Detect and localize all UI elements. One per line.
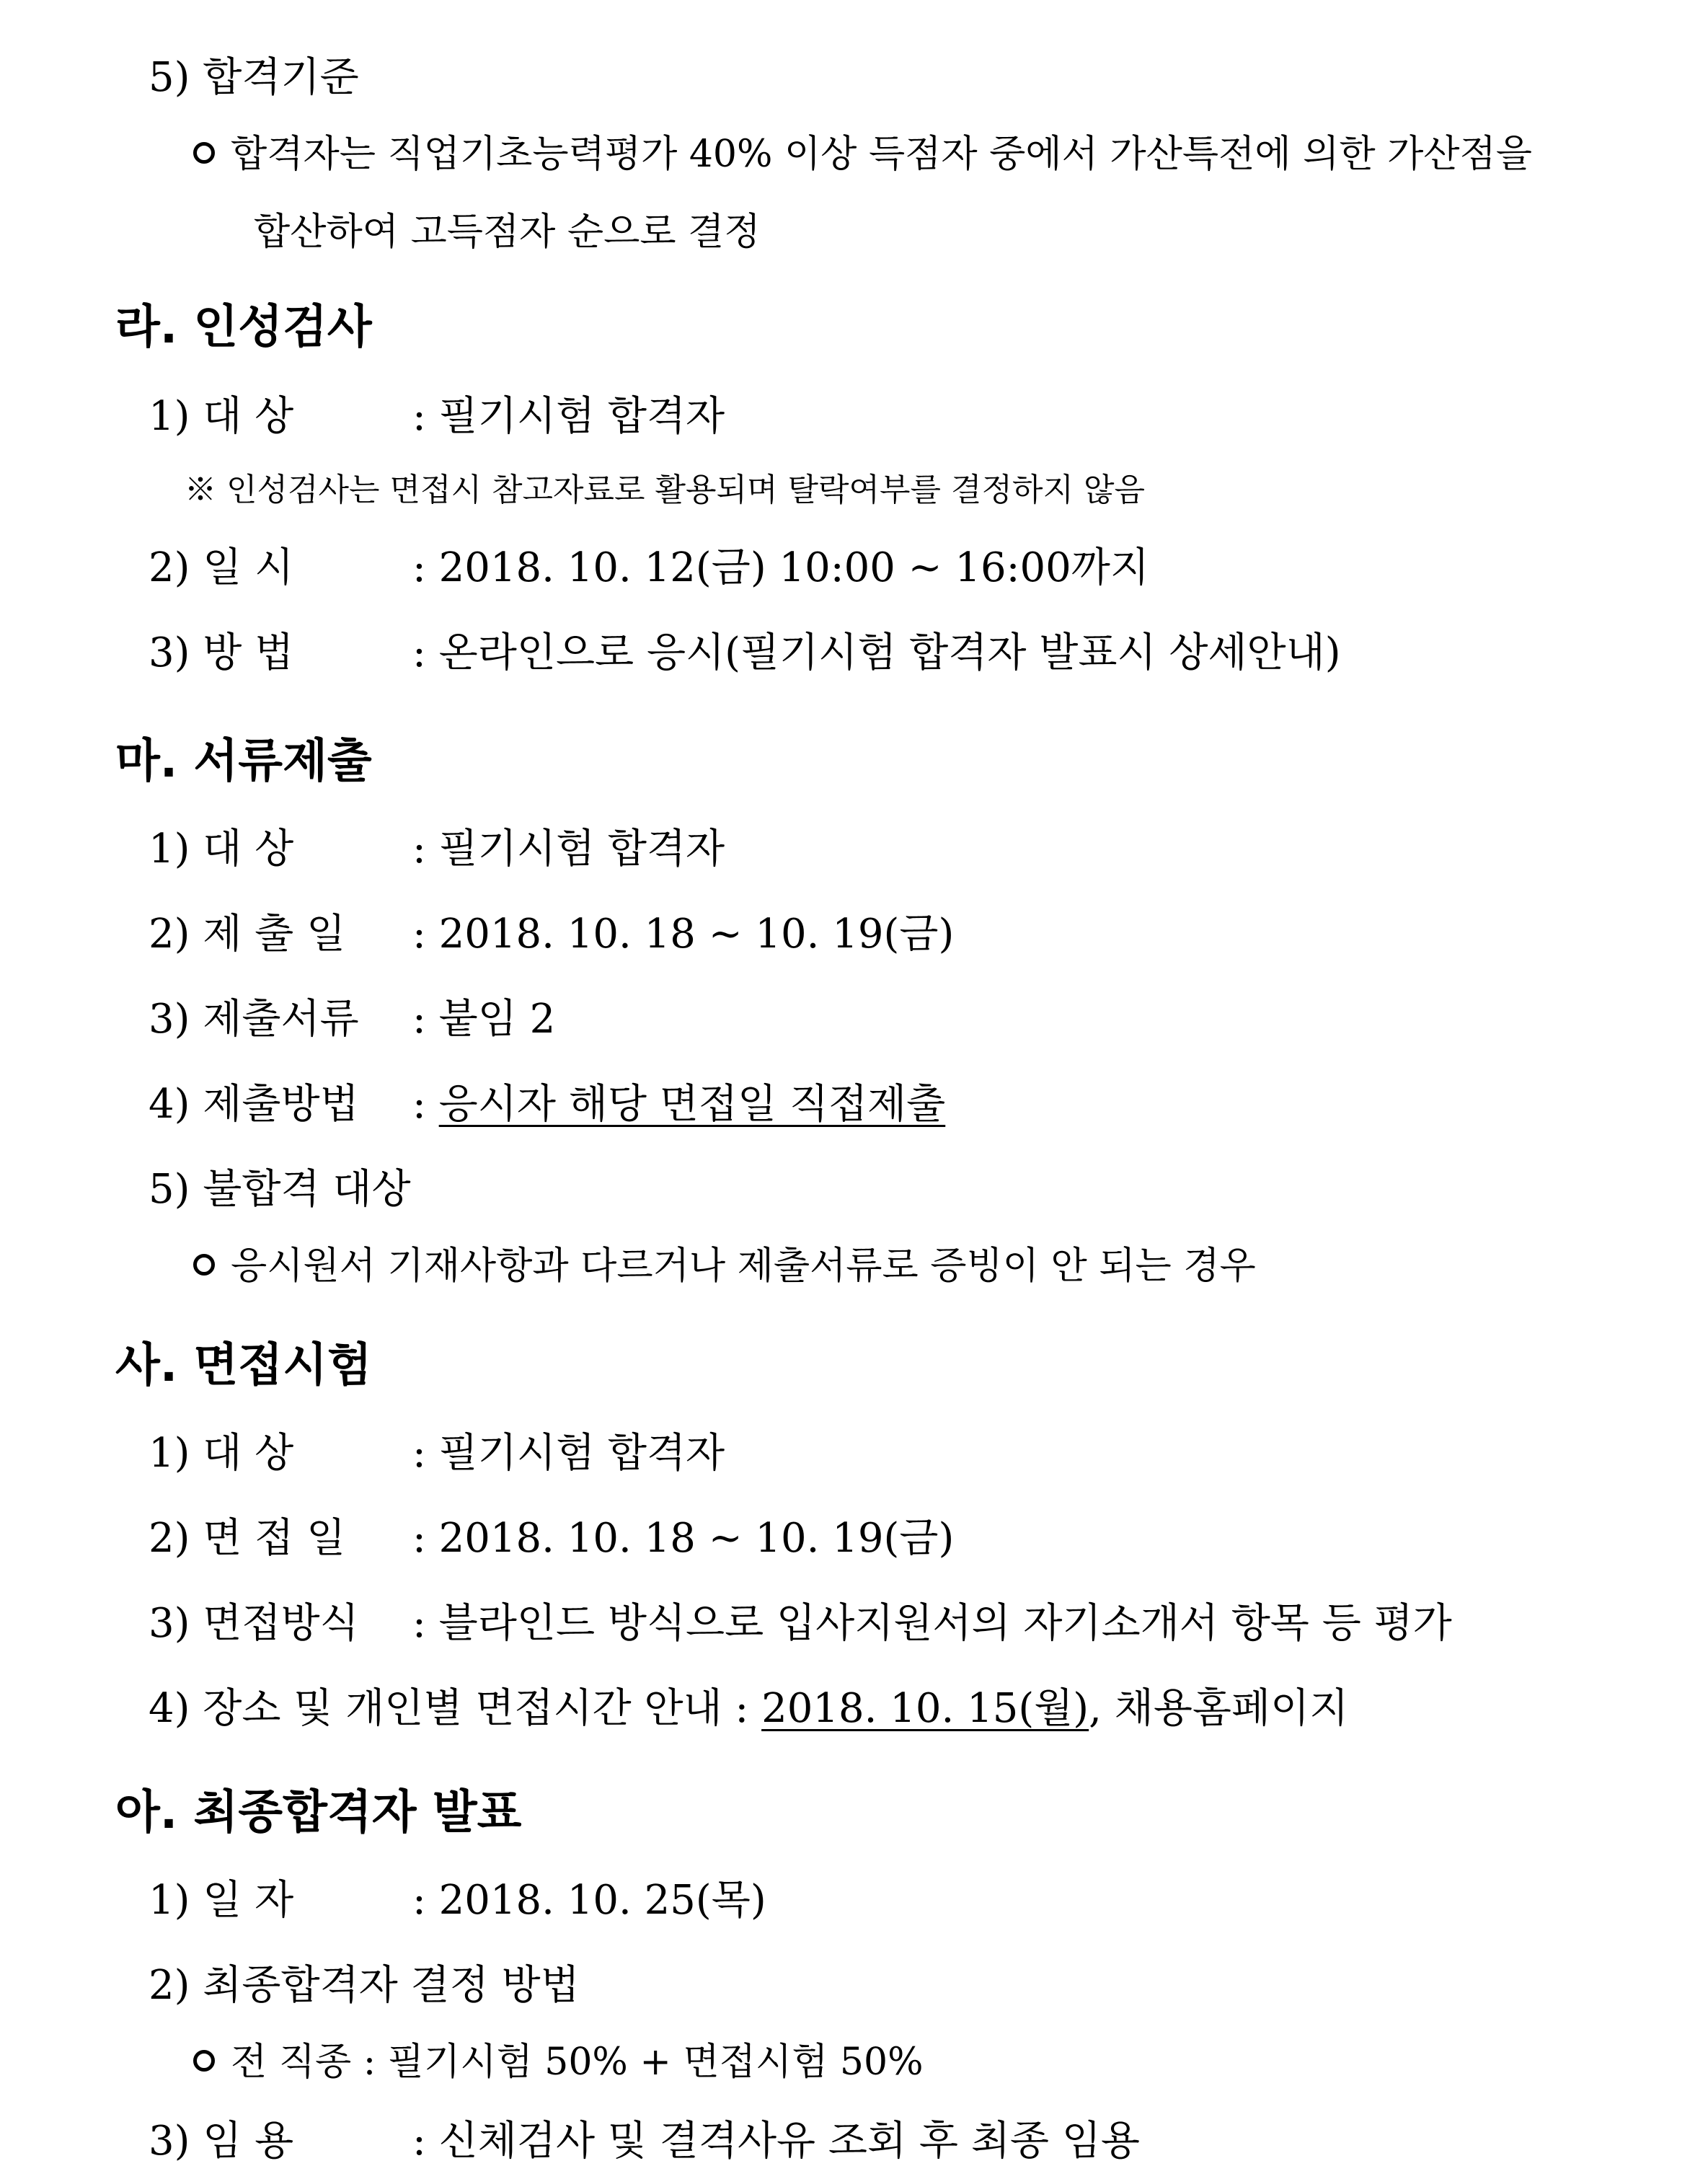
a-item-1-label: 1) 일 자 bbox=[149, 1877, 294, 1924]
ma-item-2 bbox=[149, 911, 955, 958]
ra-item-1-label: 1) 대 상 bbox=[149, 393, 294, 440]
ma-item-3-value: : 붙임 2 bbox=[412, 996, 556, 1043]
section-heading-interview: 사. 면접시험 bbox=[115, 1339, 372, 1392]
ma-item-5-bullet-text: 응시원서 기재사항과 다르거나 제출서류로 증빙이 안 되는 경우 bbox=[231, 1245, 1256, 1288]
sa-item-2-value: : 2018. 10. 18 ~ 10. 19(금) bbox=[412, 1515, 955, 1562]
sa-item-4 bbox=[149, 1685, 1349, 1732]
sa-item-2 bbox=[149, 1515, 955, 1562]
circle-bullet-icon bbox=[193, 1254, 215, 1276]
ma-item-2-value: : 2018. 10. 18 ~ 10. 19(금) bbox=[412, 911, 955, 958]
sa-item-2-label: 2) 면 접 일 bbox=[149, 1515, 346, 1562]
sa-item-4-date: 2018. 10. 15(월) bbox=[761, 1685, 1089, 1732]
ra-item-3-label: 3) 방 법 bbox=[149, 629, 294, 676]
pass-criteria-bullet bbox=[193, 133, 1533, 176]
sa-item-3-label: 3) 면접방식 bbox=[149, 1600, 359, 1647]
a-item-2-bullet bbox=[193, 2041, 924, 2084]
ma-item-4-value: 응시자 해당 면접일 직접제출 bbox=[438, 1081, 946, 1128]
ra-item-2-value: : 2018. 10. 12(금) 10:00 ~ 16:00까지 bbox=[412, 544, 1149, 591]
ma-item-3 bbox=[149, 996, 556, 1043]
sa-item-4-rest: , 채용홈페이지 bbox=[1089, 1685, 1349, 1732]
ra-item-1-value: : 필기시험 합격자 bbox=[412, 393, 725, 440]
sa-item-1 bbox=[149, 1430, 725, 1477]
sa-item-1-value: : 필기시험 합격자 bbox=[412, 1430, 725, 1477]
pass-criteria-text-1: 합격자는 직업기초능력평가 40% 이상 득점자 중에서 가산특전에 의한 가산점을 bbox=[231, 133, 1533, 176]
circle-bullet-icon bbox=[193, 2050, 215, 2072]
section-heading-final-result: 아. 최종합격자 발표 bbox=[115, 1786, 522, 1839]
section-heading-document-submission: 마. 서류제출 bbox=[115, 735, 372, 788]
ma-item-5-label: 5) 불합격 대상 bbox=[149, 1166, 411, 1213]
ma-item-1-value: : 필기시험 합격자 bbox=[412, 826, 725, 872]
a-item-3-value: : 신체검사 및 결격사유 조회 후 최종 임용 bbox=[412, 2118, 1141, 2165]
pass-criteria-text-2: 합산하여 고득점자 순으로 결정 bbox=[254, 211, 761, 254]
ma-item-5-bullet bbox=[193, 1245, 1256, 1288]
circle-bullet-icon bbox=[193, 142, 215, 164]
section-heading-personality-test: 라. 인성검사 bbox=[115, 301, 372, 354]
ra-item-2 bbox=[149, 544, 1149, 591]
ra-item-3 bbox=[149, 629, 1341, 676]
ma-item-3-label: 3) 제출서류 bbox=[149, 996, 359, 1043]
ma-item-2-label: 2) 제 출 일 bbox=[149, 911, 346, 958]
ma-item-1 bbox=[149, 826, 725, 872]
sa-item-3 bbox=[149, 1600, 1452, 1647]
a-item-2-bullet-text: 전 직종 : 필기시험 50% + 면접시험 50% bbox=[231, 2041, 924, 2084]
ra-item-1 bbox=[149, 393, 725, 440]
a-item-2-label: 2) 최종합격자 결정 방법 bbox=[149, 1962, 580, 2009]
ma-item-4-label: 4) 제출방법 bbox=[149, 1081, 359, 1128]
ra-item-3-value: : 온라인으로 응시(필기시험 합격자 발표시 상세안내) bbox=[412, 629, 1341, 676]
a-item-3 bbox=[149, 2118, 1141, 2165]
a-item-1 bbox=[149, 1877, 766, 1924]
ma-item-4 bbox=[149, 1081, 946, 1128]
ma-item-1-label: 1) 대 상 bbox=[149, 826, 294, 872]
sa-item-4-label: 4) 장소 및 개인별 면접시간 안내 : bbox=[149, 1685, 762, 1732]
sa-item-1-label: 1) 대 상 bbox=[149, 1430, 294, 1477]
pass-criteria-title: 5) 합격기준 bbox=[149, 54, 359, 101]
ra-note: ※ 인성검사는 면접시 참고자료로 활용되며 탈락여부를 결정하지 않음 bbox=[185, 472, 1146, 508]
sa-item-3-value: : 블라인드 방식으로 입사지원서의 자기소개서 항목 등 평가 bbox=[412, 1600, 1452, 1647]
a-item-1-value: : 2018. 10. 25(목) bbox=[412, 1877, 766, 1924]
a-item-3-label: 3) 임 용 bbox=[149, 2118, 294, 2165]
ra-item-2-label: 2) 일 시 bbox=[149, 544, 294, 591]
ma-item-4-sep: : bbox=[412, 1081, 439, 1128]
